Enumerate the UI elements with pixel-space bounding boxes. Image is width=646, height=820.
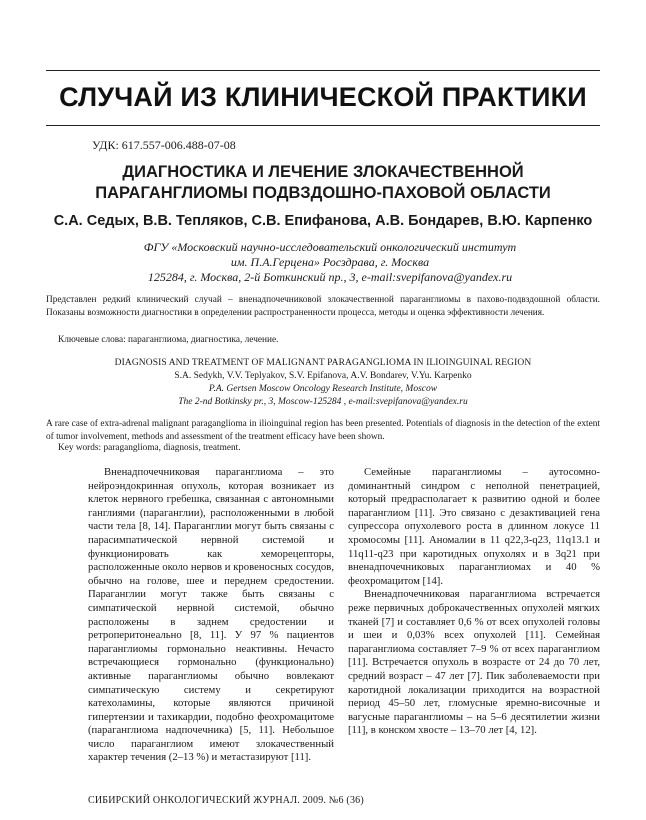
abstract-en: A rare case of extra-adrenal malignant paraganglioma in ilioinguinal region has been presented. Potentials of diagnosis in the detection of the extent of tumor involvement, methods and assessment of the treatment efficacy have been shown. bbox=[46, 419, 600, 442]
authors: С.А. Седых, В.В. Тепляков, С.В. Епифанова, А.В. Бондарев, В.Ю. Карпенко bbox=[53, 213, 593, 229]
journal-footer: СИБИРСКИЙ ОНКОЛОГИЧЕСКИЙ ЖУРНАЛ. 2009. №6 (36) bbox=[88, 795, 364, 806]
body-paragraph: Вненадпочечниковая параганглиома – это нейроэндокринная опухоль, которая возникает из клеток нервного гребешка, связанная с автономными ганглиями (параганглии), расположенными в любой части тела [8, 14]. Параганглии могут быть связаны с парасимпатической нервной системой и функционировать как хеморецепторы, расположенные около нервов и кровеносных сосудов, обычно на голове, шее и переднем средостении. Параганглии могут также быть связаны с симпатической нервной системой, обычно расположены в заднем средостении и ретроперитонеально [8, 11]. У 97 % пациентов параганглиомы гормонально неактивны. Нечасто встречающиеся гормонально (функционально) активные параганглиомы обычно вовлекают симпатическую систему и секретируют катехоламины, которые являются причиной гипертензии и тахикардии, подобно феохромацитоме (параганглиома надпочечника) [5, 11]. Небольшое число параганглиом имеют злокачественный характер течения (2–13 %) и метастазируют [11]. bbox=[88, 466, 334, 764]
abstract-ru: Представлен редкий клинический случай – вненадпочечниковой злокачественной параганглиомы в пахово-подвздошной области. Показаны возможности диагностики в определении распространенности процесса, методы и оценка эффективности лечения. bbox=[46, 295, 600, 318]
header-rule-top bbox=[46, 70, 600, 71]
section-heading: СЛУЧАЙ ИЗ КЛИНИЧЕСКОЙ ПРАКТИКИ bbox=[59, 82, 587, 112]
english-affiliation-line: The 2-nd Botkinsky pr., 3, Moscow-125284 , e-mail:svepifanova@yandex.ru bbox=[178, 396, 468, 407]
english-affiliation-line: P.A. Gertsen Moscow Oncology Research Institute, Moscow bbox=[208, 384, 438, 394]
body-column-right bbox=[348, 466, 600, 738]
affiliation-line: 125284, г. Москва, 2-й Боткинский пр., 3, e-mail:svepifanova@yandex.ru bbox=[147, 270, 513, 284]
body-column-left bbox=[88, 466, 334, 765]
english-authors: S.A. Sedykh, V.V. Teplyakov, S.V. Epifanova, A.V. Bondarev, V.Yu. Karpenko bbox=[174, 371, 472, 381]
english-title: DIAGNOSIS AND TREATMENT OF MALIGNANT PARAGANGLIOMA IN ILIOINGUINAL REGION bbox=[114, 358, 532, 368]
article-title-line: ДИАГНОСТИКА И ЛЕЧЕНИЕ ЗЛОКАЧЕСТВЕННОЙ bbox=[122, 163, 524, 181]
affiliation bbox=[120, 240, 540, 285]
keywords-ru: Ключевые слова: параганглиома, диагностика, лечение. bbox=[58, 335, 279, 345]
affiliation-line: ФГУ «Московский научно-исследовательский онкологический институт bbox=[143, 240, 517, 254]
article-title-line: ПАРАГАНГЛИОМЫ ПОДВЗДОШНО-ПАХОВОЙ ОБЛАСТИ bbox=[95, 184, 551, 202]
header-rule-bottom bbox=[46, 125, 600, 126]
body-paragraph: Семейные параганглиомы – аутосомно-доминантный синдром с неполной пенетрацией, который предрасполагает к развитию одной и более параганглиом [11]. Это связано с дезактивацией гена супрессора опухолевого роста в длинном локусе 11 хромосомы [11]. Аномалии в 11 q22,3-q23, 11q13.1 и 11q11-q23 при каротидных опухолях и в 3q21 при вненадпочечниковых параганглиомах и 40 % феохромацитом [14]. bbox=[348, 466, 600, 587]
udk-code: УДК: 617.557-006.488-07-08 bbox=[92, 138, 236, 152]
english-affiliation bbox=[46, 383, 600, 408]
body-paragraph: Вненадпочечниковая параганглиома встречается реже первичных доброкачественных опухолей мягких тканей [7] и составляет 0,6 % от всех опухолей головы и шеи и 0,03% всех опухолей [11]. Семейная параганглиома составляет 7–9 % от всех параганглиом [11]. Встречается опухоль в возрасте от 24 до 70 лет, средний возраст – 47 лет [7]. Пик заболеваемости при каротидной локализации приходится на возрастной период 45–50 лет, гломусные яремно-височные и вагусные параганглиомы – на 5–6 десятилетии жизни [11], в конском хвосте – 13–70 лет [4, 12]. bbox=[348, 588, 600, 737]
article-title bbox=[60, 162, 586, 204]
affiliation-line: им. П.А.Герцена» Росздрава, г. Москва bbox=[230, 255, 430, 269]
keywords-en: Key words: paraganglioma, diagnosis, treatment. bbox=[58, 443, 241, 453]
